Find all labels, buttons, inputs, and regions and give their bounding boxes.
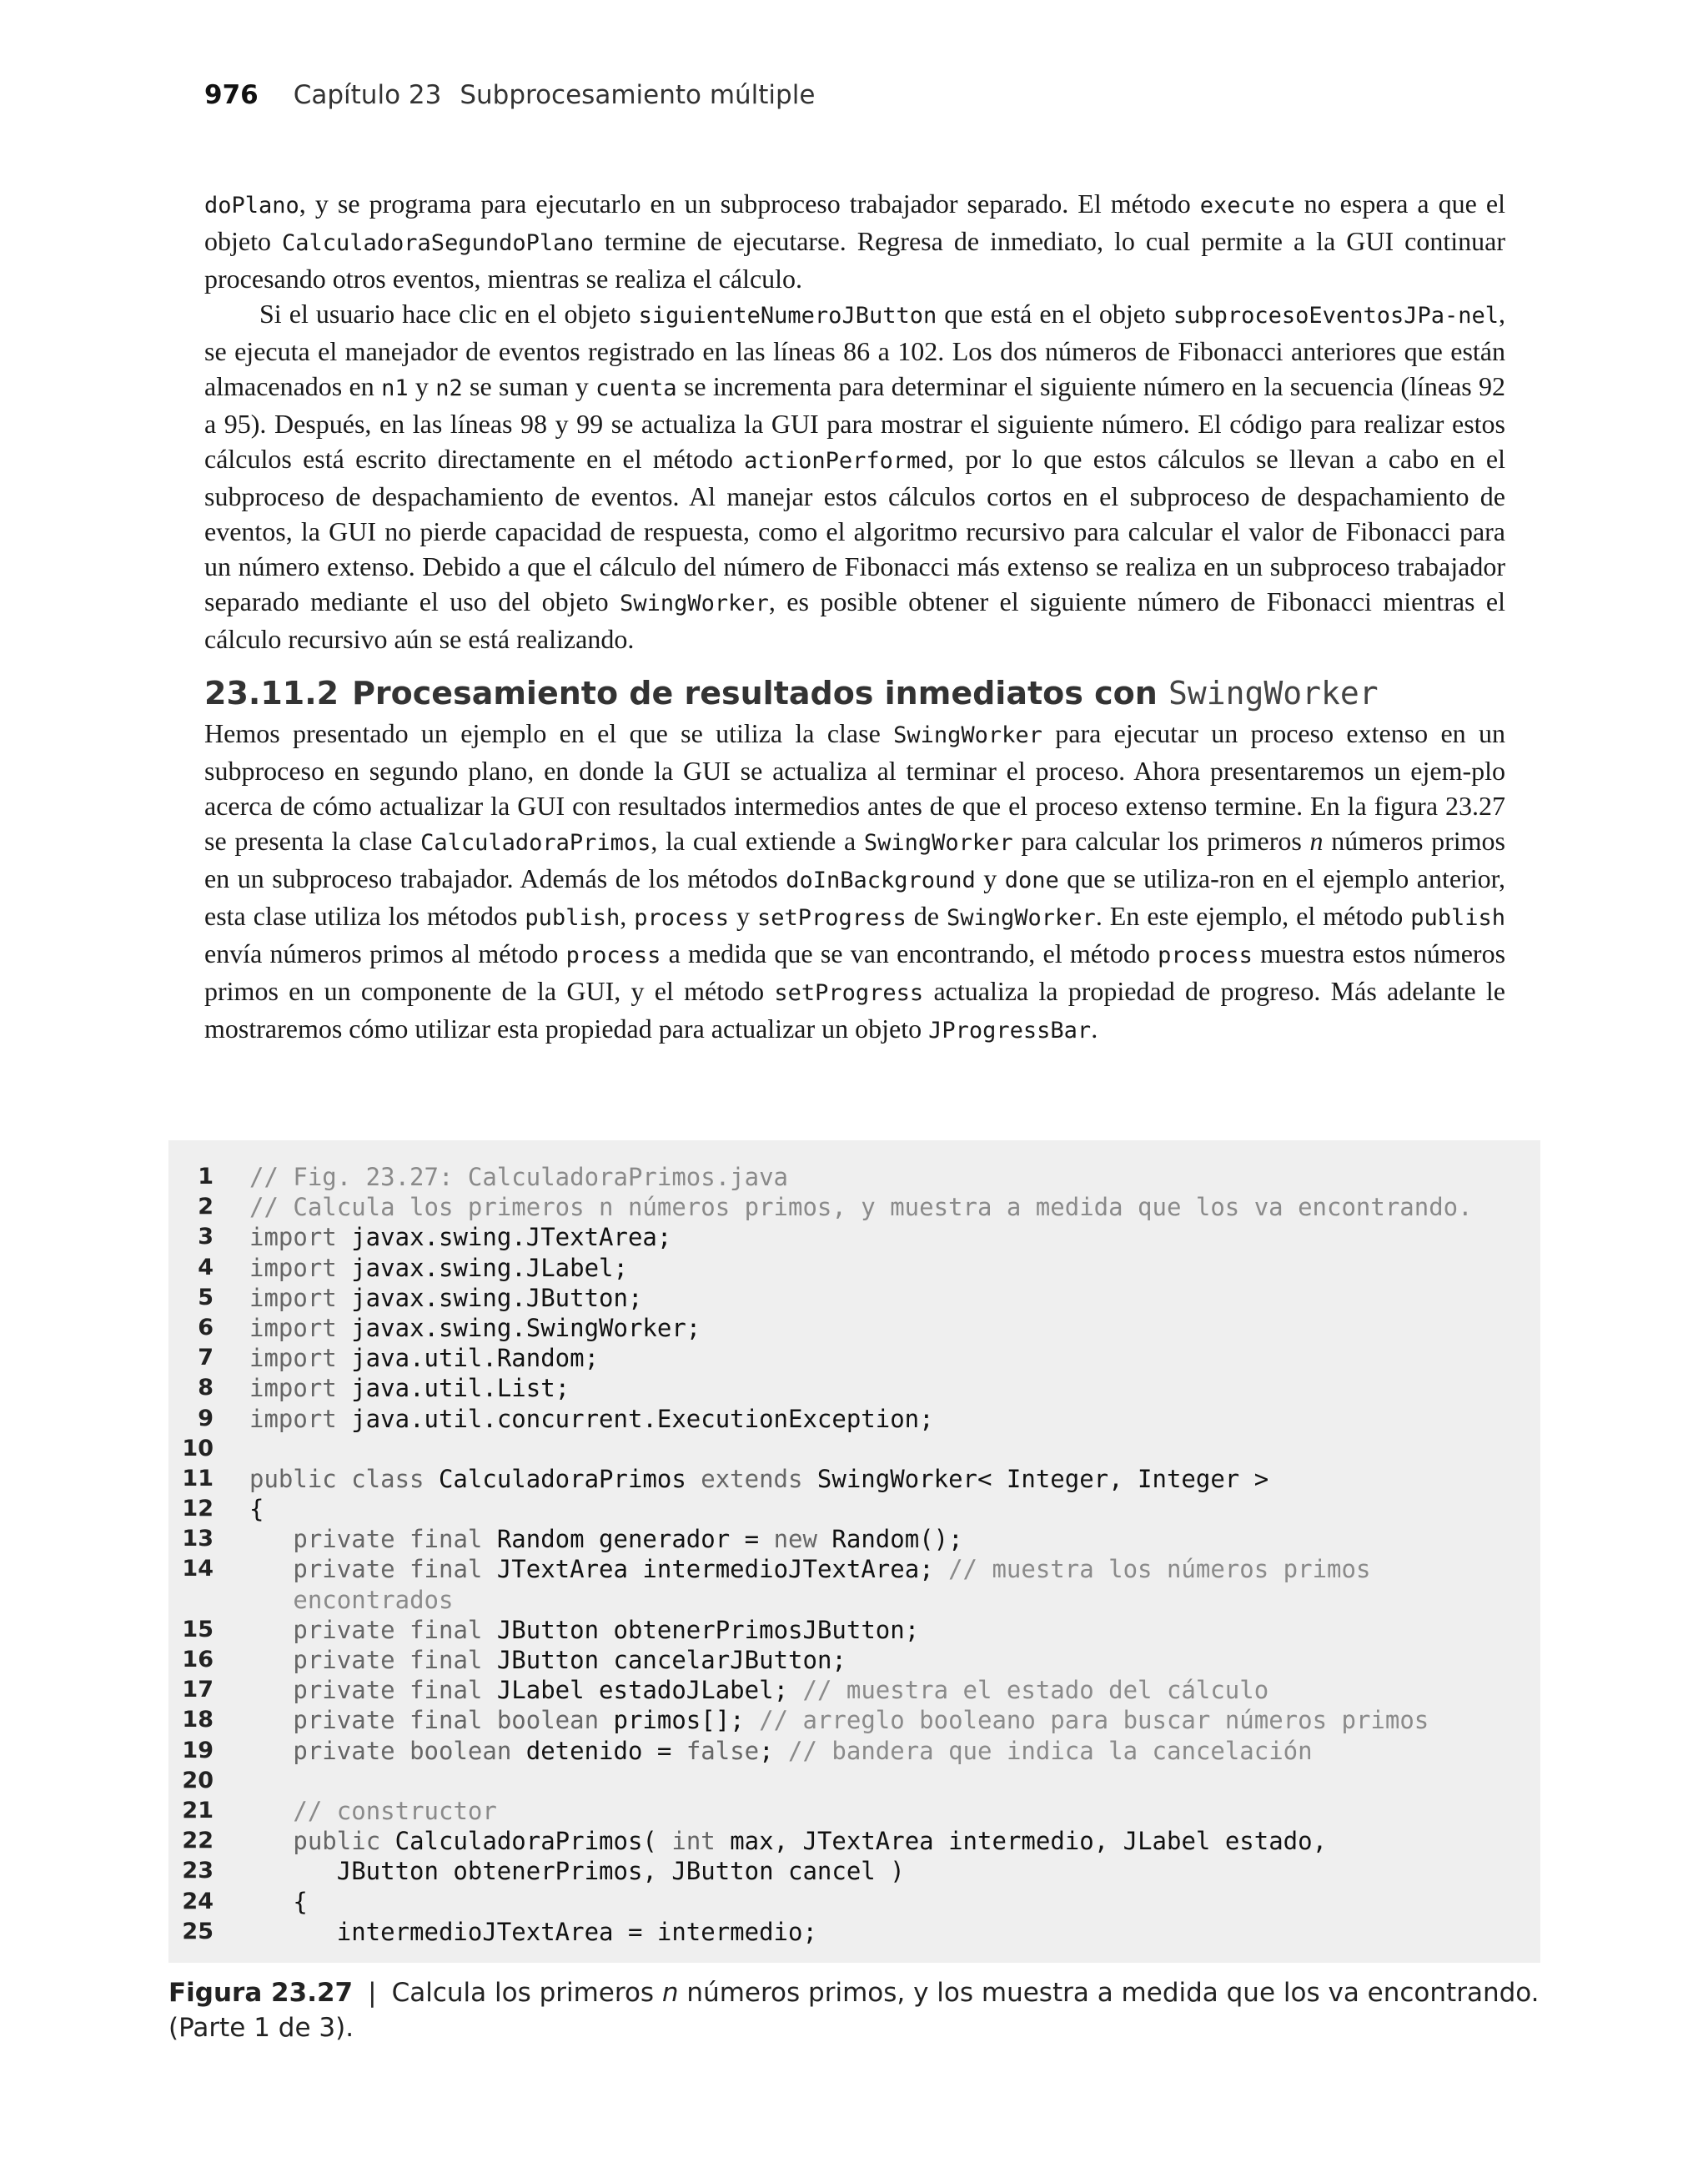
inline-code: doPlano: [204, 193, 299, 219]
line-number: 7: [198, 1345, 214, 1371]
code-token: {: [249, 1495, 264, 1524]
inline-code: n2: [435, 375, 463, 401]
code-token: [249, 1525, 293, 1553]
code-token: [249, 1706, 293, 1734]
inline-code: publish: [1410, 905, 1506, 931]
inline-code: n1: [381, 375, 409, 401]
inline-code: SwingWorker: [620, 591, 769, 616]
inline-code: publish: [525, 905, 620, 931]
code-token: intermedioJTextArea = intermedio;: [249, 1917, 817, 1946]
section-title-code: SwingWorker: [1168, 675, 1379, 712]
code-line: [168, 1434, 1540, 1464]
figure-label: Figura 23.27: [168, 1978, 354, 2008]
code-line: [168, 1313, 1540, 1343]
inline-code: execute: [1199, 193, 1295, 219]
code-token: {: [249, 1887, 308, 1916]
line-number: 12: [182, 1496, 214, 1522]
code-line: [168, 1222, 1540, 1252]
section-heading: [204, 675, 1379, 712]
inline-code: JProgressBar: [928, 1018, 1092, 1044]
code-text: [249, 1917, 817, 1947]
text-run: Hemos presentado un ejemplo en el que se utiliza la clase: [204, 718, 894, 748]
inline-code: SwingWorker: [893, 722, 1042, 748]
text-run: a medida que se van encontrando, el método: [661, 938, 1158, 968]
text-run: , es posible obtener el siguiente número de Fibonacci mientras el cálculo recursivo aún se está realizando.: [204, 586, 1506, 654]
inline-code: CalculadoraSegundoPlano: [282, 230, 594, 256]
code-token: detenido =: [511, 1736, 686, 1765]
code-comment: // bandera que indica la cancelación: [788, 1736, 1313, 1765]
text-run: y: [408, 371, 436, 401]
code-keyword: import: [249, 1374, 337, 1403]
code-text: [249, 1343, 599, 1373]
inline-code: doInBackground: [786, 868, 976, 893]
caption-text-before: Calcula los primeros: [391, 1978, 662, 2008]
code-comment: encontrados: [293, 1585, 454, 1614]
text-run: , se ejecuta el manejador de eventos registrado en las líneas 86 a 102. Los dos números de Fibonacci anteriores que están almacenados en: [204, 299, 1506, 401]
code-token: max, JTextArea intermedio, JLabel estado,: [715, 1827, 1328, 1856]
text-run: envía números primos al método: [204, 938, 566, 968]
inline-code: SwingWorker: [947, 905, 1096, 931]
line-number: 15: [182, 1616, 214, 1642]
caption-part: (Parte 1 de 3).: [168, 2013, 354, 2043]
text-run: para calcular los primeros: [1012, 826, 1310, 856]
inline-code: siguienteNumeroJButton: [638, 303, 937, 329]
text-run: , y se programa para ejecutarlo en un subproceso trabajador separado. El método: [299, 189, 1200, 219]
code-token: JTextArea intermedioJTextArea;: [482, 1555, 949, 1584]
code-comment: // muestra los números primos: [948, 1555, 1371, 1584]
code-text: [249, 1253, 628, 1283]
code-line: [168, 1796, 1540, 1826]
line-number: 4: [198, 1254, 214, 1280]
inline-code: process: [1158, 943, 1253, 968]
line-number: 10: [182, 1435, 214, 1461]
code-listing: [168, 1140, 1540, 1963]
text-run: se suman y: [462, 371, 596, 401]
inline-code: cuenta: [595, 375, 677, 401]
text-run: .: [1091, 1014, 1098, 1044]
text-run: y: [975, 863, 1005, 893]
text-run: que está en el objeto: [937, 299, 1173, 329]
text-run: muestra estos números primos en un componente de la GUI, y el método: [204, 938, 1506, 1006]
code-keyword: int: [671, 1827, 716, 1856]
code-line: [168, 1283, 1540, 1313]
code-token: CalculadoraPrimos(: [380, 1827, 672, 1856]
inline-code: done: [1004, 868, 1059, 893]
code-keyword: private boolean: [293, 1736, 512, 1765]
caption-separator: |: [368, 1978, 377, 2008]
section-body: [204, 716, 1505, 1049]
code-keyword: public: [293, 1827, 381, 1856]
code-token: [249, 1737, 293, 1765]
line-number: 23: [182, 1858, 214, 1884]
inline-code: setProgress: [774, 980, 924, 1006]
code-text: [249, 1585, 453, 1615]
code-line: [168, 1856, 1540, 1886]
code-comment: // Calcula los primeros n números primos, y muestra a medida que los va encontrando.: [249, 1193, 1473, 1222]
chapter-title: Subprocesamiento múltiple: [460, 80, 816, 110]
code-token: [249, 1616, 293, 1644]
line-number: 3: [198, 1224, 214, 1250]
line-number: 2: [198, 1194, 214, 1220]
line-number: 20: [182, 1767, 214, 1793]
code-keyword: import: [249, 1313, 337, 1342]
code-comment: // arreglo booleano para buscar números primos: [759, 1706, 1429, 1735]
code-line: [168, 1253, 1540, 1283]
code-token: javax.swing.JTextArea;: [336, 1223, 672, 1252]
code-text: [249, 1162, 788, 1192]
code-line: [168, 1675, 1540, 1705]
code-token: java.util.List;: [336, 1374, 570, 1403]
code-keyword: false: [686, 1736, 760, 1765]
inline-code: actionPerformed: [744, 448, 947, 474]
inline-code: process: [565, 943, 661, 968]
code-token: Random generador =: [482, 1525, 774, 1554]
code-line: [168, 1917, 1540, 1947]
code-text: [249, 1645, 846, 1675]
code-token: java.util.concurrent.ExecutionException;: [336, 1404, 934, 1433]
line-number: 13: [182, 1526, 214, 1552]
inline-code: setProgress: [757, 905, 907, 931]
line-number: 8: [198, 1375, 214, 1401]
section-number: 23.11.2: [204, 675, 339, 712]
code-token: [249, 1646, 293, 1674]
code-line: [168, 1192, 1540, 1222]
code-keyword: private final: [293, 1615, 483, 1644]
code-text: [249, 1222, 671, 1252]
code-keyword: private final: [293, 1525, 483, 1554]
code-text: [249, 1615, 919, 1645]
code-keyword: public class: [249, 1464, 424, 1493]
code-text: [249, 1283, 642, 1313]
text-run: números primos en un subproceso trabajador. Además de los métodos: [204, 826, 1506, 893]
line-number: 6: [198, 1314, 214, 1341]
code-token: SwingWorker< Integer, Integer >: [802, 1464, 1269, 1493]
code-line: [168, 1524, 1540, 1554]
line-number: 9: [198, 1405, 214, 1431]
code-text: [249, 1856, 905, 1886]
text-run: ,: [620, 901, 635, 931]
code-line: [168, 1645, 1540, 1675]
line-number: 21: [182, 1797, 214, 1823]
code-line: [168, 1887, 1540, 1917]
line-number: 16: [182, 1647, 214, 1672]
code-text: [249, 1192, 1473, 1222]
code-comment: // muestra el estado del cálculo: [802, 1676, 1269, 1705]
code-keyword: import: [249, 1404, 337, 1433]
code-token: javax.swing.SwingWorker;: [336, 1313, 701, 1342]
paragraph-intro: [204, 186, 1505, 296]
code-text: [249, 1524, 963, 1554]
text-run: no espera a que el objeto: [204, 189, 1506, 256]
inline-code: CalculadoraPrimos: [420, 830, 651, 856]
text-run: se incrementa para determinar el siguiente número en la secuencia (líneas 92 a 95). Después, en las líneas 98 y 99 se actualiza la GUI para mostrar el siguiente número. El código para realizar estos cálculos está escrito directamente en el método: [204, 371, 1506, 474]
code-line: [168, 1494, 1540, 1524]
text-run: que se utiliza-ron en el ejemplo anterior, esta clase utiliza los métodos: [204, 863, 1506, 931]
line-number: 22: [182, 1828, 214, 1854]
code-text: [249, 1554, 1370, 1584]
code-text: [249, 1796, 497, 1826]
code-keyword: import: [249, 1223, 337, 1252]
code-text: [249, 1826, 1327, 1856]
code-line: [168, 1736, 1540, 1766]
text-run: , la cual extiende a: [651, 826, 864, 856]
code-token: javax.swing.JButton;: [336, 1283, 643, 1312]
caption-italic-n: n: [661, 1978, 679, 2008]
code-keyword: private final: [293, 1676, 483, 1705]
code-token: JLabel estadoJLabel;: [482, 1676, 803, 1705]
inline-code: subprocesoEventosJPa-nel: [1173, 303, 1500, 329]
text-run: , por lo que estos cálculos se llevan a cabo en el subproceso de despachamiento de eventos. Al manejar estos cálculos cortos en el subproceso de despachamiento de eventos, la GUI no pierde capacidad de respuesta, como el algoritmo recursivo para calcular el valor de Fibonacci para un número extenso. Debido a que el cálculo del número de Fibonacci más extenso se realiza en un subproceso trabajador separado mediante el uso del objeto: [204, 444, 1506, 616]
code-line: [168, 1766, 1540, 1796]
code-keyword: import: [249, 1283, 337, 1312]
text-run: para ejecutar un proceso extenso en un subproceso en segundo plano, en donde la GUI se actualiza al terminar el proceso. Ahora presentaremos un ejem-plo acerca de cómo actualizar la GUI con resultados intermedios antes de que el proceso extenso termine. En la figura 23.27 se presenta la clase: [204, 718, 1506, 856]
code-token: CalculadoraPrimos: [424, 1464, 701, 1493]
code-lines: [168, 1162, 1540, 1947]
text-run: actualiza la propiedad de progreso. Más adelante le mostraremos cómo utilizar esta propiedad para actualizar un objeto: [204, 976, 1506, 1044]
code-line: [168, 1464, 1540, 1494]
code-text: [249, 1464, 1268, 1494]
code-text: [249, 1675, 1268, 1705]
code-token: [249, 1827, 293, 1855]
code-keyword: extends: [701, 1464, 803, 1493]
code-line: [168, 1162, 1540, 1192]
code-token: javax.swing.JLabel;: [336, 1253, 628, 1282]
line-number: 25: [182, 1918, 214, 1944]
code-token: ;: [759, 1736, 789, 1765]
code-keyword: import: [249, 1344, 337, 1373]
figure-caption: [168, 1975, 1545, 2045]
code-line: [168, 1404, 1540, 1434]
code-token: [249, 1676, 293, 1704]
line-number: 24: [182, 1888, 214, 1914]
code-line: [168, 1826, 1540, 1856]
code-token: JButton obtenerPrimos, JButton cancel ): [249, 1857, 905, 1886]
paragraph-event-handler: [204, 296, 1505, 656]
code-text: [249, 1373, 570, 1403]
line-number: 11: [182, 1465, 214, 1491]
code-text: [249, 1404, 934, 1434]
page-number: 976: [204, 80, 259, 110]
line-number: 14: [182, 1556, 214, 1582]
inline-code: SwingWorker: [863, 830, 1013, 856]
code-keyword: new: [773, 1525, 817, 1554]
text-run: y: [729, 901, 757, 931]
text-run: de: [906, 901, 947, 931]
caption-text-after: números primos, y los muestra a medida que los va encontrando.: [678, 1978, 1540, 2008]
line-number: 17: [182, 1677, 214, 1703]
code-line: [168, 1705, 1540, 1735]
italic-text: n: [1309, 826, 1324, 856]
code-line: [168, 1343, 1540, 1373]
code-token: [249, 1797, 293, 1825]
code-comment: // Fig. 23.27: CalculadoraPrimos.java: [249, 1163, 789, 1191]
section-title-text: Procesamiento de resultados inmediatos con: [352, 675, 1158, 712]
text-run: termine de ejecutarse. Regresa de inmediato, lo cual permite a la GUI continuar procesando otros eventos, mientras se realiza el cálculo.: [204, 226, 1506, 294]
line-number: 5: [198, 1284, 214, 1310]
code-comment: // constructor: [293, 1796, 497, 1825]
code-token: JButton obtenerPrimosJButton;: [482, 1615, 920, 1644]
text-run: Si el usuario hace clic en el objeto: [259, 299, 639, 329]
running-header: [204, 80, 815, 110]
text-run: . En este ejemplo, el método: [1095, 901, 1411, 931]
code-line: [168, 1373, 1540, 1403]
code-text: [249, 1736, 1313, 1766]
code-token: JButton cancelarJButton;: [482, 1646, 846, 1674]
paragraph-swingworker: [204, 716, 1505, 1049]
code-token: [249, 1555, 293, 1583]
line-number: 1: [198, 1164, 214, 1190]
code-line: [168, 1554, 1540, 1584]
code-keyword: private final boolean: [293, 1706, 600, 1735]
code-token: java.util.Random;: [336, 1344, 600, 1373]
code-keyword: private final: [293, 1646, 483, 1674]
code-line: [168, 1585, 1540, 1615]
code-text: [249, 1705, 1429, 1735]
inline-code: process: [634, 905, 730, 931]
code-token: Random();: [816, 1525, 963, 1554]
code-token: [249, 1586, 293, 1614]
line-number: 18: [182, 1707, 214, 1733]
code-line: [168, 1615, 1540, 1645]
code-text: [249, 1494, 264, 1524]
chapter-label: Capítulo 23: [293, 80, 442, 110]
code-token: primos[];: [599, 1706, 760, 1735]
code-text: [249, 1887, 308, 1917]
line-number: 19: [182, 1737, 214, 1763]
body-text: [204, 186, 1505, 656]
code-keyword: import: [249, 1253, 337, 1282]
code-keyword: private final: [293, 1555, 483, 1584]
code-text: [249, 1313, 701, 1343]
